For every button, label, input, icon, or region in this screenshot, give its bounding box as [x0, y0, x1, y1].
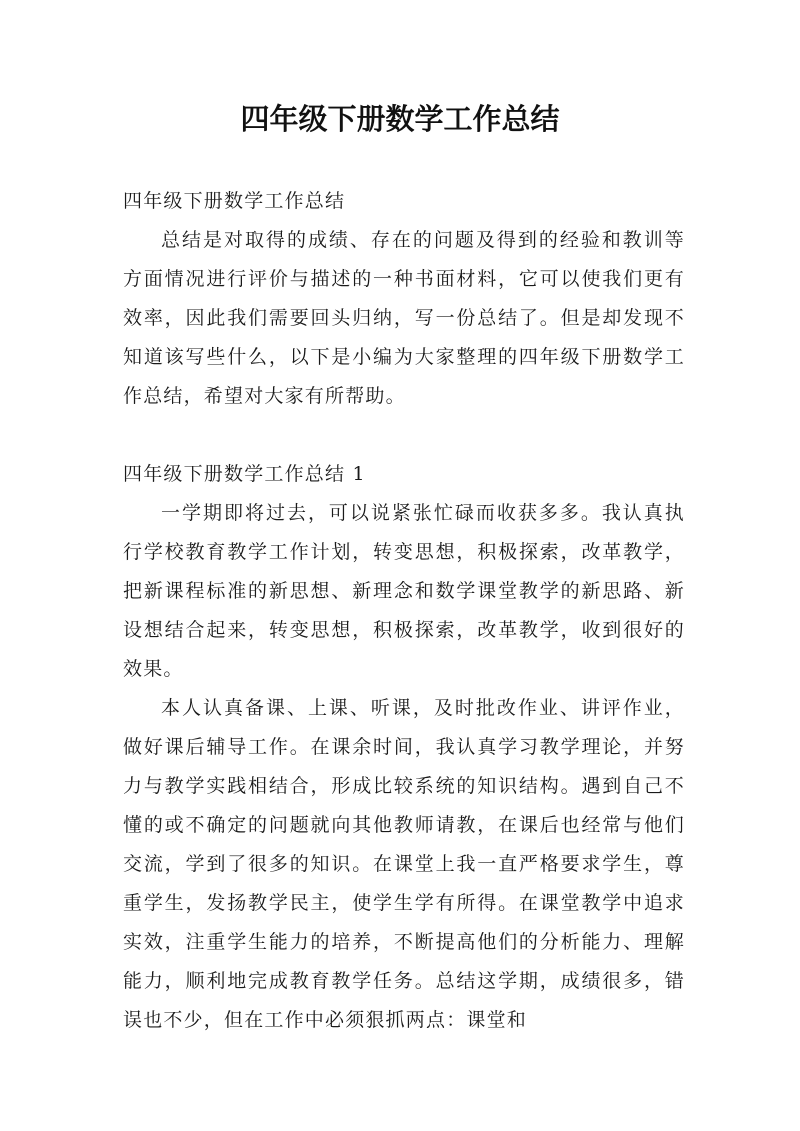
- section-spacer: [123, 416, 685, 455]
- intro-paragraph: 总结是对取得的成绩、存在的问题及得到的经验和教训等方面情况进行评价与描述的一种书面材料，它可以使我们更有效率，因此我们需要回头归纳，写一份总结了。但是却发现不知道该写些什么，以下是小编为大家整理的四年级下册数学工作总结，希望对大家有所帮助。: [123, 229, 685, 407]
- document-title: 四年级下册数学工作总结: [240, 102, 560, 136]
- document-body: [123, 182, 685, 1040]
- section1-paragraph-2: 本人认真备课、上课、听课，及时批改作业、讲评作业，做好课后辅导工作。在课余时间，我认真学习教学理论，并努力与教学实践相结合，形成比较系统的知识结构。遇到自己不懂的或不确定的问题就向其他教师请教，在课后也经常与他们交流，学到了很多的知识。在课堂上我一直严格要求学生，尊重学生，发扬教学民主，使学生学有所得。在课堂教学中追求实效，注重学生能力的培养，不断提高他们的分析能力、理解能力，顺利地完成教育教学任务。总结这学期，成绩很多，错误也不少，但在工作中必须狠抓两点：课堂和: [123, 697, 685, 1031]
- section1-paragraph-1: 一学期即将过去，可以说紧张忙碌而收获多多。我认真执行学校教育教学工作计划，转变思想，积极探索，改革教学，把新课程标准的新思想、新理念和数学课堂教学的新思路、新设想结合起来，转变思想，积极探索，改革教学，收到很好的效果。: [123, 502, 685, 680]
- section-heading-1: 四年级下册数学工作总结 1: [123, 463, 366, 485]
- intro-heading: 四年级下册数学工作总结: [123, 190, 346, 212]
